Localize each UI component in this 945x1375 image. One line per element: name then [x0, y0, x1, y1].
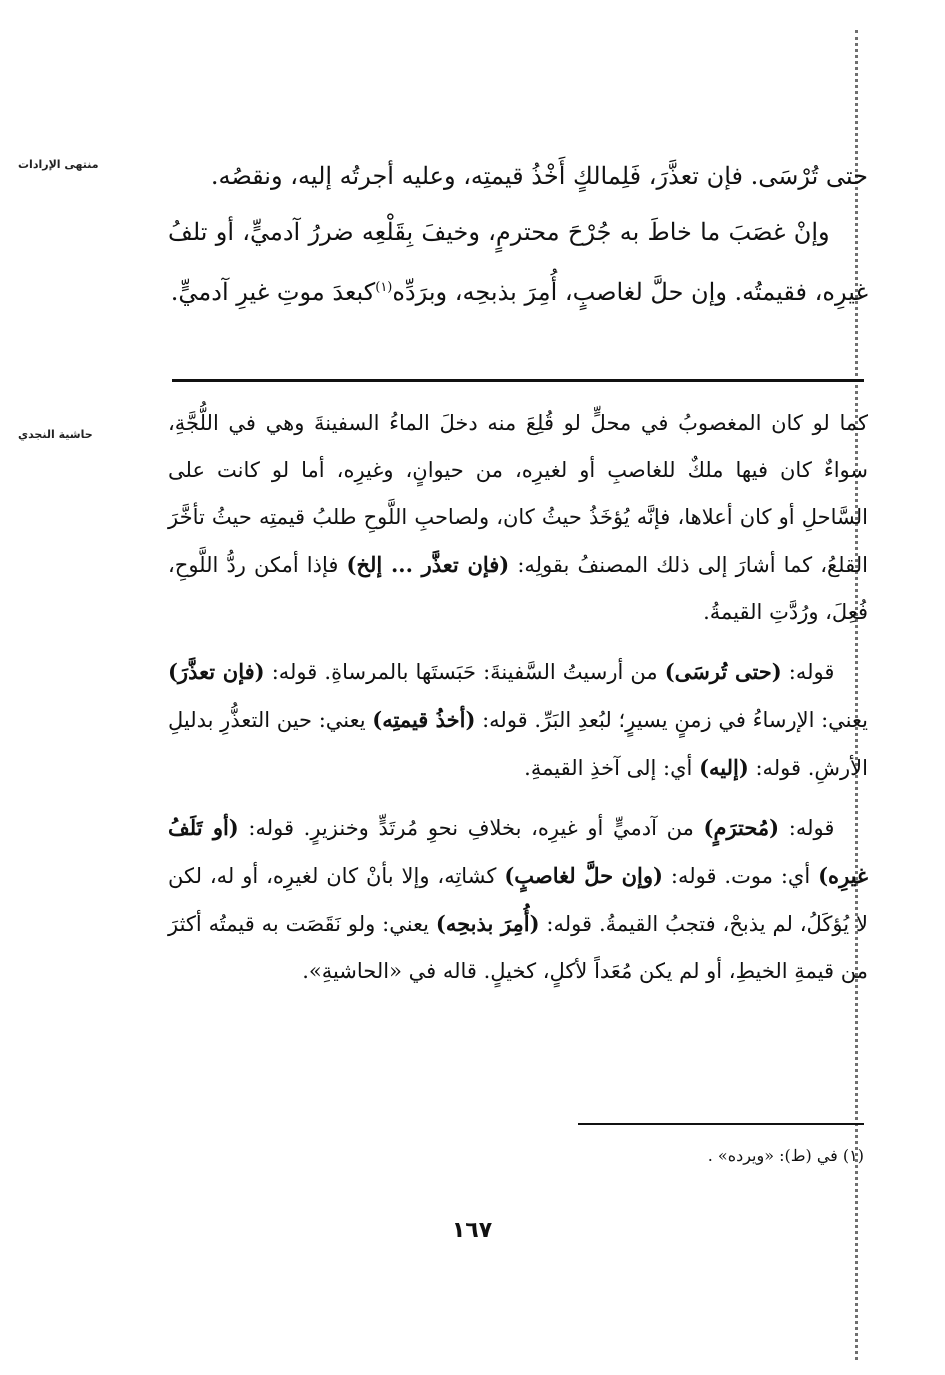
side-label-hashiya: حاشية النجدي [18, 428, 93, 441]
page-number: ١٦٧ [451, 1218, 493, 1243]
commentary-paragraph-2 [168, 648, 868, 792]
commentary-text: قوله: [779, 816, 835, 840]
matn-paragraph-1: حتى تُرْسَى. فإن تعذَّرَ، فَلِمالكٍ أَخْذُ قيمتِه، وعليه أجرتُه إليه، ونقصُه. [210, 162, 868, 190]
commentary-text: كشاتِه، وإلا بأنْ كان لغيرِه، أو له، لكن لا يُؤكَلُ، لم يذبحْ، فتجبُ القيمةُ. قوله: [168, 864, 868, 936]
quoted-lemma: (إليه) [699, 755, 749, 780]
commentary-text: يعني: ولو نَقَصَت به قيمتُه أكثرَ من قيمةِ الخيطِ، أو لم يكن مُعَداً لأكلٍ، كخيلٍ. قاله في «الحاشيةِ». [168, 912, 868, 983]
commentary-text: أي: إلى آخذِ القيمةِ. [524, 756, 700, 780]
quoted-lemma: (فإن تعذَّرَ) [168, 659, 265, 684]
commentary-paragraph-3 [168, 804, 868, 995]
quoted-lemma: (حتى تُرسَى) [664, 659, 782, 684]
commentary-text: من أرسيتُ السَّفينةَ: حَبَستَها بالمرساةِ. قوله: [264, 660, 665, 684]
quoted-lemma: (أخذُ قيمتِه) [372, 707, 476, 732]
footnote-divider-line [578, 1123, 864, 1125]
side-label-muntaha: منتهى الإرادات [18, 158, 99, 171]
commentary-text-block [168, 400, 868, 1007]
main-divider-line [172, 379, 864, 382]
quoted-lemma: (مُحترَمٍ) [703, 815, 780, 840]
quoted-lemma: (أُمِرَ بذبحِه) [435, 911, 540, 936]
commentary-text: أي: موت. قوله: [662, 864, 819, 888]
quoted-lemma: (أو تَلَفُ غيرِه) [168, 815, 868, 888]
commentary-text: يعني: الإرساءُ في زمنٍ يسيرٍ؛ لبُعدِ البَرِّ. قوله: [475, 708, 868, 732]
matn-paragraph-2: وإنْ غصَبَ ما خاطَ به جُرْحَ محترمٍ، وخيفَ بِقَلْعِه ضررُ آدميٍّ، أو تلفُ غيرِه، فقيمتُه. وإن حلَّ لغاصبٍ، أُمِرَ بذبحِه، وبرَدِّه$^{(١)}$كبعدَ موتِ غيرِ آدميٍّ. [168, 218, 868, 306]
commentary-text: قوله: [781, 660, 835, 684]
commentary-paragraph-1: كما لو كان المغصوبُ في محلٍّ لو قُلِعَ منه دخلَ الماءُ السفينةَ وهي في اللُّجَّةِ، سواءٌ كان فيها ملكٌ للغاصبِ أو لغيرِه، من حيوانٍ، وغيرِه، أما لو كانت على السَّاحلِ أو كان أعلاها، فإنَّه يُؤخَذُ حيثُ كان، ولصاحبِ اللَّوحِ طلبُ قيمتِه حيثُ تأخَّرَ القلعُ، كما أشارَ إلى ذلك المصنفُ بقولِه: (فإن تعذَّر ... إلخ) فإذا أمكن ردُّ اللَّوحِ، فُعِلَ، ورُدَّتِ القيمةُ. [168, 411, 868, 624]
footnote: (١) في (ط): «ويرده» . [707, 1146, 864, 1165]
commentary-text: يعني: حين التعذُّرِ بدليلِ الأرشِ. قوله: [168, 708, 868, 780]
commentary-text: من آدميٍّ أو غيرِه، بخلافِ نحوِ مُرتَدٍّ وخنزيرٍ. قوله: [238, 816, 704, 840]
matn-text-block [168, 148, 868, 320]
quoted-lemma: (وإن حلَّ لغاصبٍ) [504, 863, 663, 888]
footnote-marker: (١) [375, 280, 393, 295]
